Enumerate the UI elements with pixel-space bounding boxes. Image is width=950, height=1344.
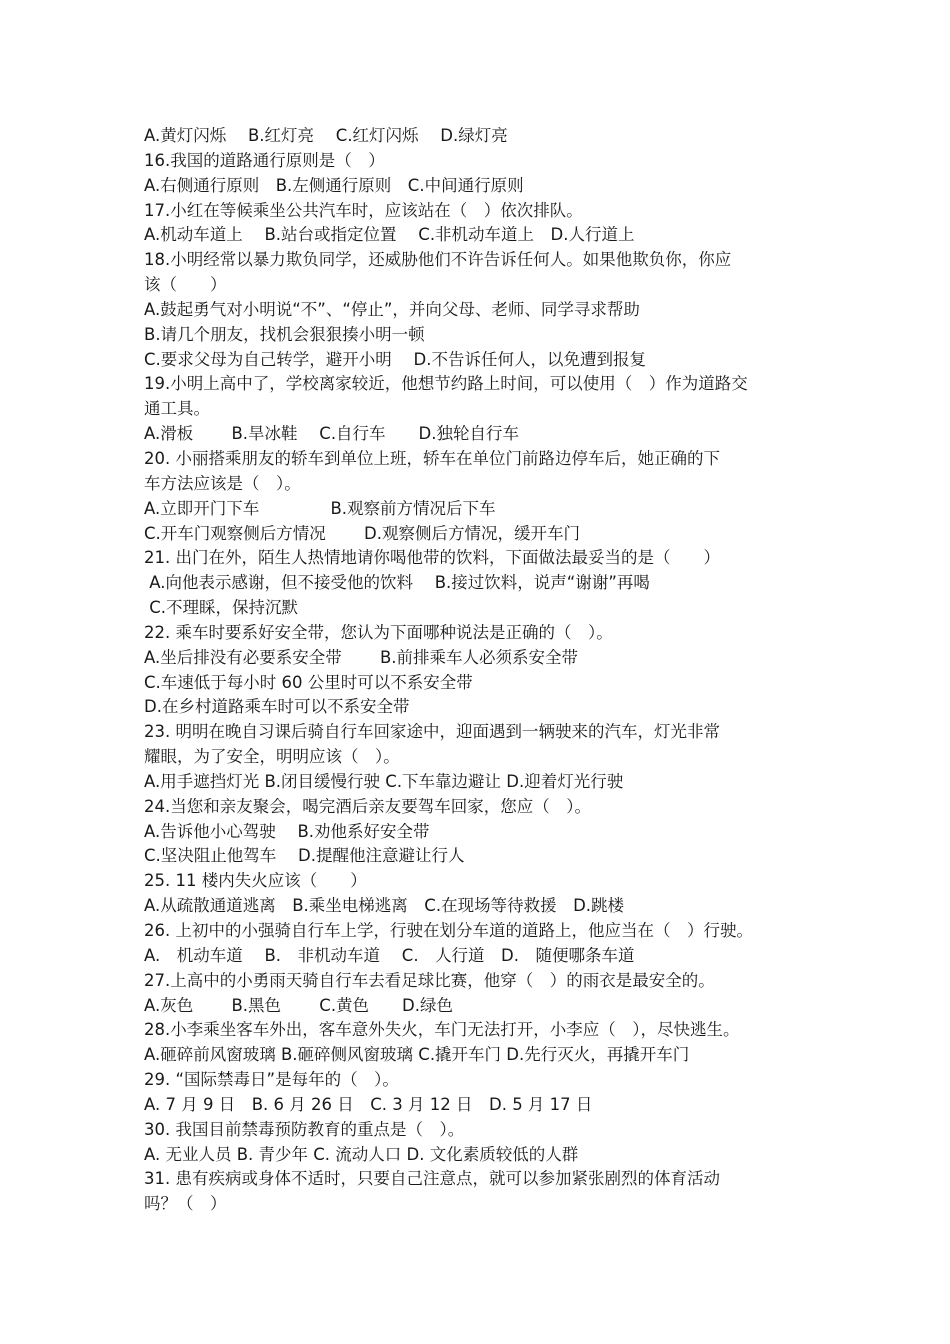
text-line: 19.小明上高中了，学校离家较近，他想节约路上时间，可以使用（ ）作为道路交 [144, 374, 748, 394]
text-line: 30. 我国目前禁毒预防教育的重点是（ ）。 [144, 1119, 465, 1139]
text-line: A.砸碎前风窗玻璃 B.砸碎侧风窗玻璃 C.撬开车门 D.先行灭火，再撬开车门 [144, 1045, 690, 1065]
document-body [144, 124, 814, 1217]
text-line: 23. 明明在晚自习课后骑自行车回家途中，迎面遇到一辆驶来的汽车，灯光非常 [144, 722, 720, 742]
text-line: 21. 出门在外，陌生人热情地请你喝他带的饮料，下面做法最妥当的是（ ） [144, 548, 720, 568]
text-line: A.立即开门下车 B.观察前方情况后下车 [144, 498, 496, 518]
text-line: A.滑板 B.旱冰鞋 C.自行车 D.独轮自行车 [144, 424, 520, 444]
text-line: 29. “国际禁毒日”是每年的（ ）。 [144, 1070, 399, 1090]
text-line: 车方法应该是（ ）。 [144, 473, 301, 493]
text-line: 31. 患有疾病或身体不适时，只要自己注意点，就可以参加紧张剧烈的体育活动 [144, 1169, 720, 1189]
text-line: A.坐后排没有必要系安全带 B.前排乘车人必须系安全带 [144, 647, 579, 667]
text-line: C.车速低于每小时 60 公里时可以不系安全带 [144, 672, 473, 692]
text-line: 26. 上初中的小强骑自行车上学，行驶在划分车道的道路上，他应当在（ ）行驶。 [144, 921, 753, 940]
text-line: A.黄灯闪烁 B.红灯亮 C.红灯闪烁 D.绿灯亮 [144, 126, 508, 145]
text-line: 22. 乘车时要系好安全带，您认为下面哪种说法是正确的（ ）。 [144, 622, 613, 642]
text-line: A.告诉他小心驾驶 B.劝他系好安全带 [144, 821, 430, 841]
text-line: 吗？（ ） [144, 1194, 227, 1214]
text-line: C.开车门观察侧后方情况 D.观察侧后方情况，缓开车门 [144, 523, 580, 543]
text-line: A.从疏散通道逃离 B.乘坐电梯逃离 C.在现场等待救援 D.跳楼 [144, 896, 625, 916]
text-line: 耀眼，为了安全，明明应该（ ）。 [144, 747, 400, 767]
text-line: D.在乡村道路乘车时可以不系安全带 [144, 697, 410, 717]
text-line: A.用手遮挡灯光 B.闭目缓慢行驶 C.下车靠边避让 D.迎着灯光行驶 [144, 771, 624, 791]
text-line: A.右侧通行原则 B.左侧通行原则 C.中间通行原则 [144, 175, 524, 195]
text-line: C.要求父母为自己转学，避开小明 D.不告诉任何人，以免遭到报复 [144, 349, 646, 369]
text-line: B.请几个朋友，找机会狠狠揍小明一顿 [144, 324, 425, 344]
text-line: C.坚决阻止他驾车 D.提醒他注意避让行人 [144, 846, 465, 866]
text-line: 通工具。 [144, 399, 210, 419]
text-line: 20. 小丽搭乘朋友的轿车到单位上班，轿车在单位门前路边停车后，她正确的下 [144, 448, 720, 468]
text-line: 17.小红在等候乘坐公共汽车时，应该站在（ ）依次排队。 [144, 200, 583, 220]
text-line: A.向他表示感谢，但不接受他的饮料 B.接过饮料，说声“谢谢”再喝 [144, 573, 650, 593]
text-line: 25. 11 楼内失火应该（ ） [144, 871, 367, 891]
text-line: 16.我国的道路通行原则是（ ） [144, 150, 385, 170]
text-line: 24.当您和亲友聚会，喝完酒后亲友要驾车回家，您应（ ）。 [144, 796, 591, 816]
text-line: A. 无业人员 B. 青少年 C. 流动人口 D. 文化素质较低的人群 [144, 1144, 579, 1164]
text-line: A. 机动车道 B. 非机动车道 C. 人行道 D. 随便哪条车道 [144, 945, 635, 965]
text-line: C.不理睬，保持沉默 [144, 598, 299, 618]
text-line: A.灰色 B.黑色 C.黄色 D.绿色 [144, 995, 454, 1015]
text-line: A. 7 月 9 日 B. 6 月 26 日 C. 3 月 12 日 D. 5 月 17 日 [144, 1094, 593, 1114]
text-line: 18.小明经常以暴力欺负同学，还威胁他们不许告诉任何人。如果他欺负你，你应 [144, 250, 732, 270]
text-line: 27.上高中的小勇雨天骑自行车去看足球比赛，他穿（ ）的雨衣是最安全的。 [144, 970, 715, 990]
text-line: 该（ ） [144, 275, 227, 295]
text-line: 28.小李乘坐客车外出，客车意外失火，车门无法打开，小李应（ ），尽快逃生。 [144, 1020, 740, 1040]
text-line: A.机动车道上 B.站台或指定位置 C.非机动车道上 D.人行道上 [144, 225, 635, 245]
text-line: A.鼓起勇气对小明说“不”、“停止”，并向父母、老师、同学寻求帮助 [144, 299, 640, 319]
